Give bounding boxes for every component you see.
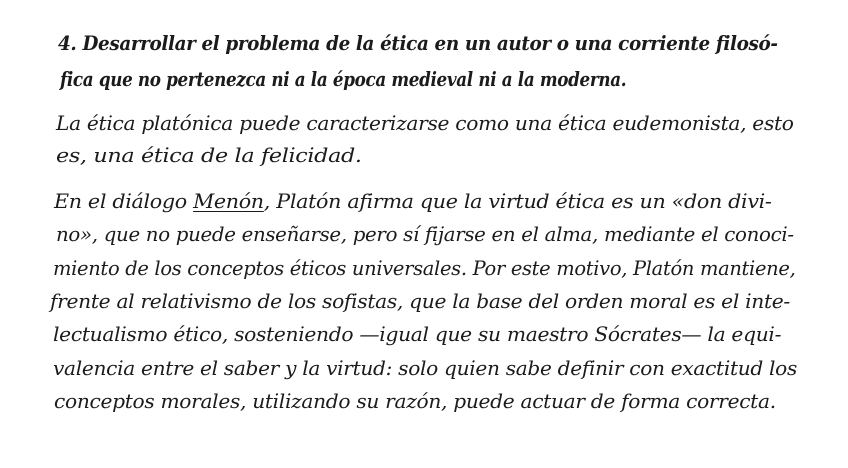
paragraph-text: En el diálogo — [54, 190, 194, 213]
question-line: 4. Desarrollar el problema de la ética en un autor o una corriente filosó- — [58, 31, 778, 55]
paragraph-line: frente al relativismo de los sofistas, que la base del orden moral es el inte- — [50, 290, 790, 313]
work-title: Menón — [193, 190, 264, 213]
question-line: fica que no pertenezca ni a la época medieval ni a la moderna. — [60, 67, 627, 91]
paragraph-line: es, una ética de la felicidad. — [56, 144, 362, 167]
paragraph-line: lectualismo ético, sosteniendo —igual que su maestro Sócrates— la equi- — [53, 323, 782, 346]
paragraph-line — [54, 190, 772, 213]
paragraph-text: , Platón afirma que la virtud ética es un «don divi- — [263, 190, 772, 213]
paragraph-line: conceptos morales, utilizando su razón, puede actuar de forma correcta. — [54, 390, 776, 413]
paragraph-line: no», que no puede enseñarse, pero sí fijarse en el alma, mediante el conoci- — [56, 223, 794, 246]
paragraph-line: valencia entre el saber y la virtud: solo quien sabe definir con exactitud los — [53, 357, 797, 380]
paragraph-line: La ética platónica puede caracterizarse como una ética eudemonista, esto — [56, 112, 794, 135]
paragraph-line: miento de los conceptos éticos universales. Por este motivo, Platón mantiene, — [53, 257, 796, 280]
